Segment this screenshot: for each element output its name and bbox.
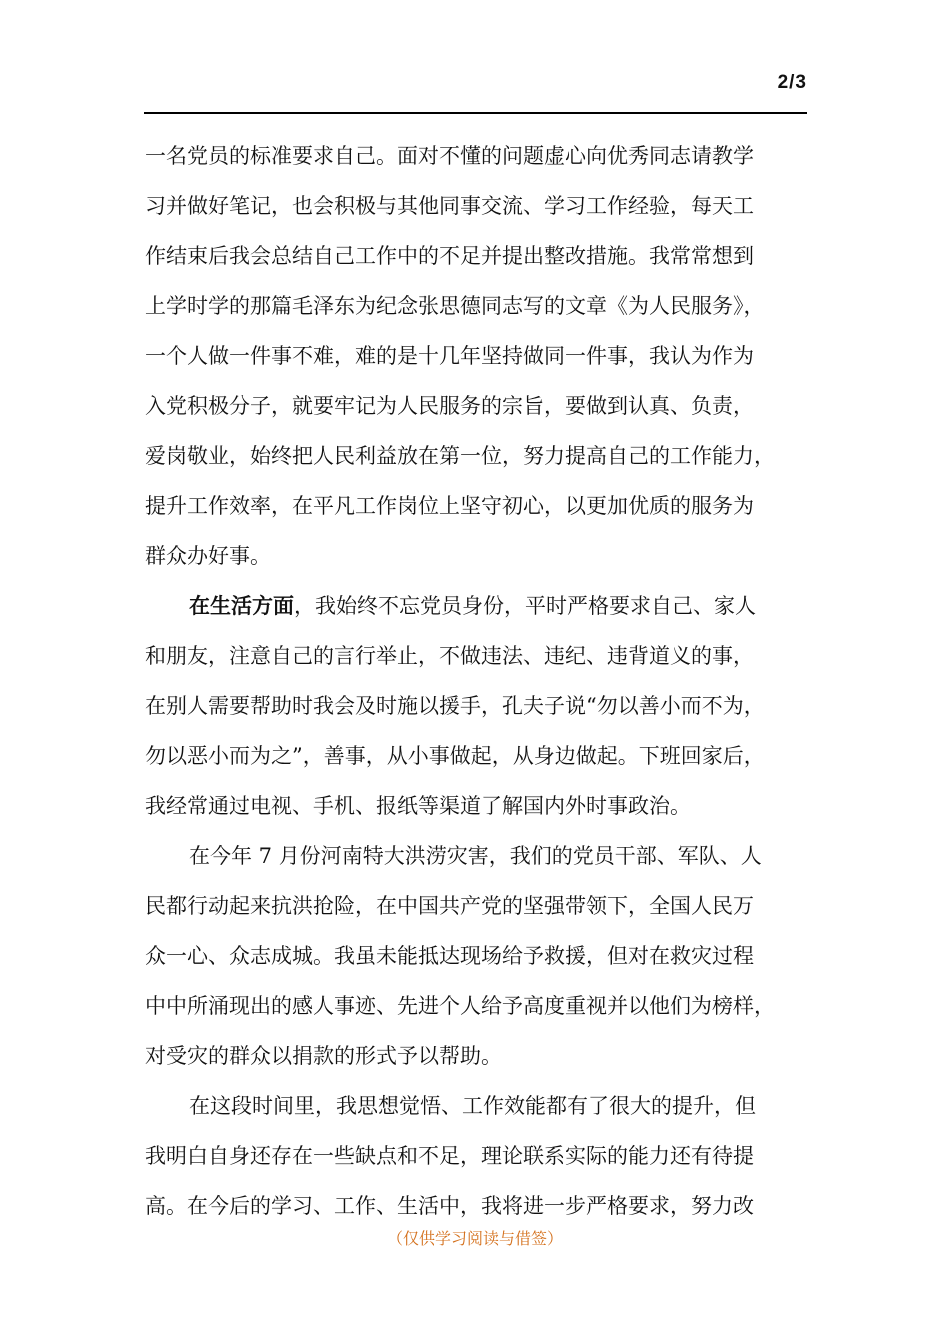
footer-disclaimer: （仅供学习阅读与借签） — [386, 1229, 563, 1248]
text-line: 入党积极分子，就要牢记为人民服务的宗旨，要做到认真、负责， — [145, 394, 754, 418]
text-span: ，我始终不忘党员身份，平时严格要求自己、家人 — [294, 594, 756, 618]
text-line: 群众办好事。 — [145, 544, 271, 568]
text-line: 我明白自身还存在一些缺点和不足，理论联系实际的能力还有待提 — [145, 1144, 754, 1168]
text-line: 提升工作效率，在平凡工作岗位上坚守初心，以更加优质的服务为 — [145, 494, 754, 518]
text-line: 和朋友，注意自己的言行举止，不做违法、违纪、违背道义的事， — [145, 644, 754, 668]
paragraph-life — [145, 581, 815, 831]
page-number: 2/3 — [777, 72, 807, 93]
text-line: 勿以恶小而为之”，善事，从小事做起，从身边做起。下班回家后， — [145, 744, 765, 768]
text-line: 在这段时间里，我思想觉悟、工作效能都有了很大的提升，但 — [189, 1094, 756, 1118]
document-body — [145, 131, 815, 1231]
text-line: 我经常通过电视、手机、报纸等渠道了解国内外时事政治。 — [145, 794, 691, 818]
text-line: 在今年 7 月份河南特大洪涝灾害，我们的党员干部、军队、人 — [189, 844, 762, 868]
text-line: 对受灾的群众以捐款的形式予以帮助。 — [145, 1044, 502, 1068]
text-line: 高。在今后的学习、工作、生活中，我将进一步严格要求，努力改 — [145, 1194, 754, 1218]
text-line: 中中所涌现出的感人事迹、先进个人给予高度重视并以他们为榜样， — [145, 994, 775, 1018]
text-line: 一名党员的标准要求自己。面对不懂的问题虚心向优秀同志请教学 — [145, 144, 754, 168]
text-line: 习并做好笔记，也会积极与其他同事交流、学习工作经验，每天工 — [145, 194, 754, 218]
text-line: 众一心、众志成城。我虽未能抵达现场给予救援，但对在救灾过程 — [145, 944, 754, 968]
text-line: 爱岗敬业，始终把人民利益放在第一位，努力提高自己的工作能力， — [145, 444, 775, 468]
text-line: 上学时学的那篇毛泽东为纪念张思德同志写的文章《为人民服务》， — [145, 294, 765, 318]
text-line: 民都行动起来抗洪抢险，在中国共产党的坚强带领下，全国人民万 — [145, 894, 754, 918]
section-lead-heading: 在生活方面 — [189, 593, 294, 618]
paragraph-work — [145, 131, 815, 581]
text-line: 作结束后我会总结自己工作中的不足并提出整改措施。我常常想到 — [145, 244, 754, 268]
text-line — [145, 581, 815, 631]
header-divider — [144, 112, 807, 114]
text-line: 在别人需要帮助时我会及时施以援手，孔夫子说“勿以善小而不为， — [145, 694, 765, 718]
text-line: 一个人做一件事不难，难的是十几年坚持做同一件事，我认为作为 — [145, 344, 754, 368]
paragraph-flood — [145, 831, 815, 1081]
paragraph-summary — [145, 1081, 815, 1231]
